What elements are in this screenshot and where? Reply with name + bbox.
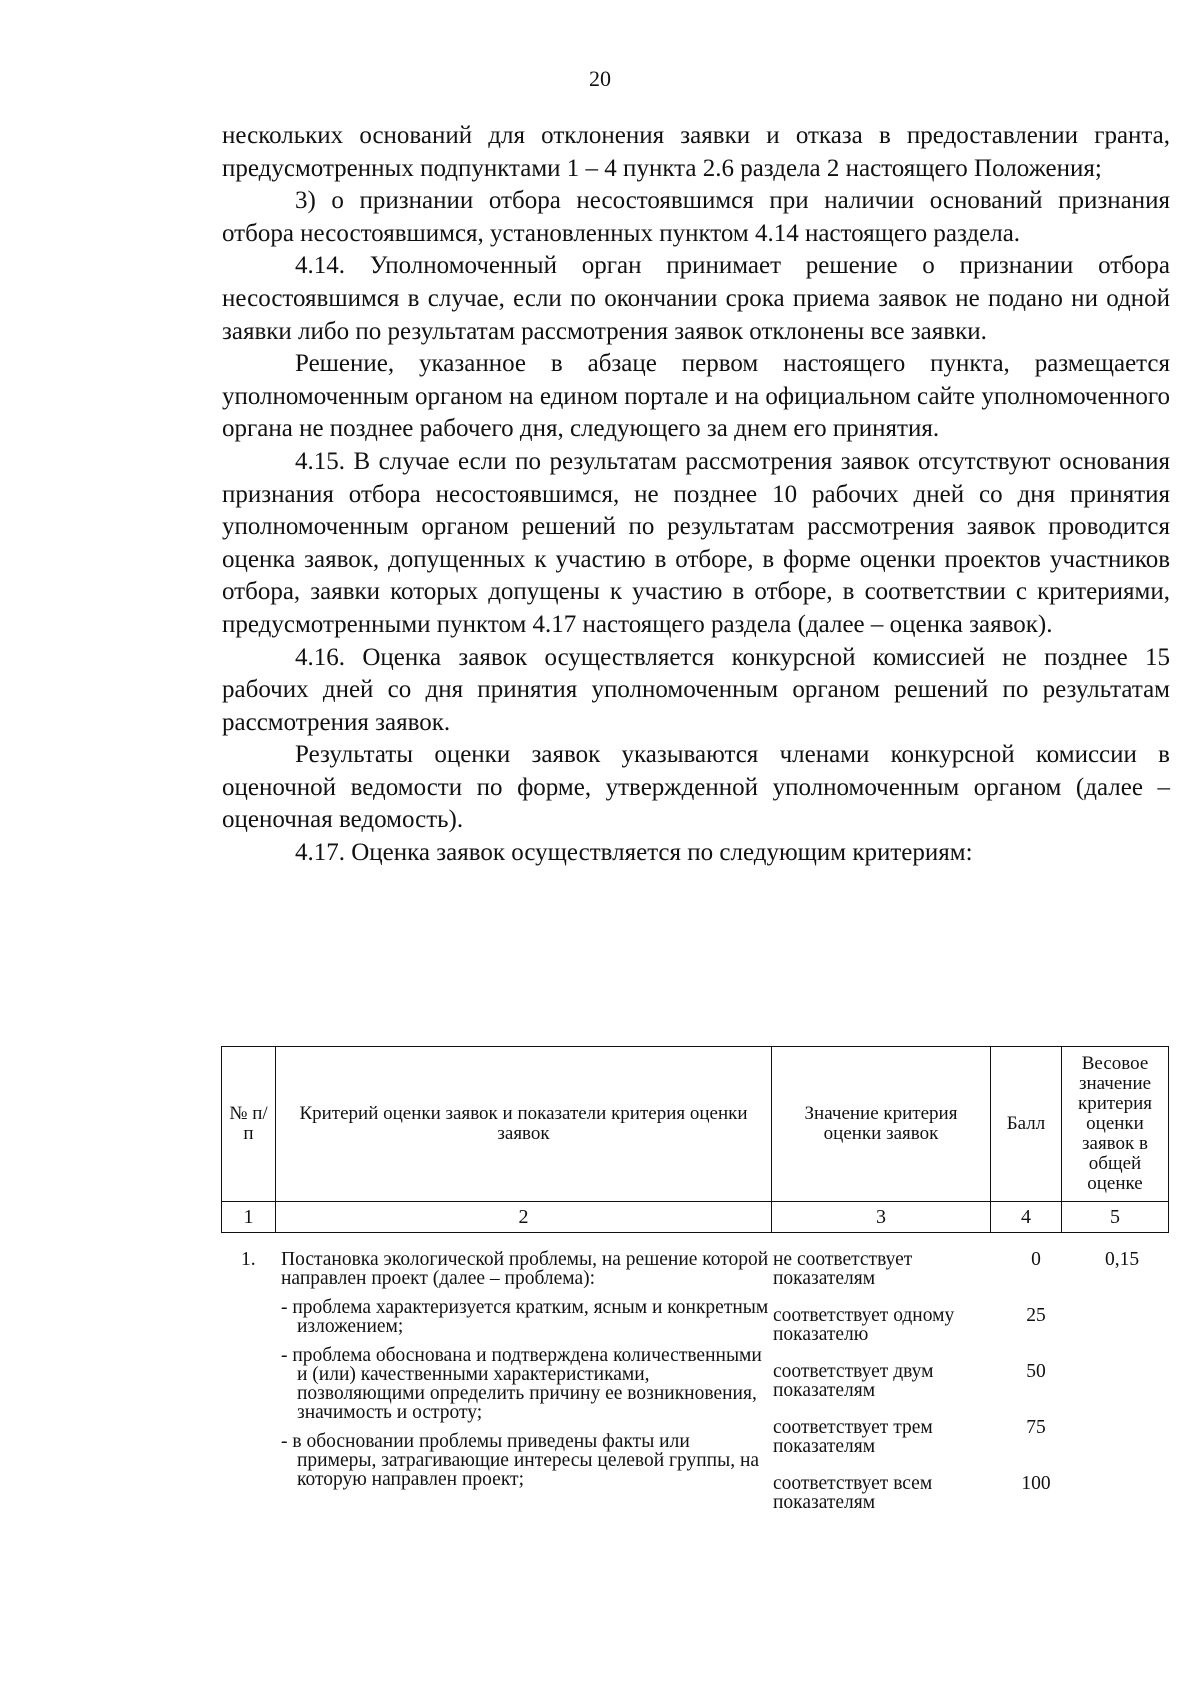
score-value: 50 [1026, 1361, 1046, 1382]
score-cell [1006, 1250, 1066, 1530]
header-weight: Весовое значение критерия оценки заявок в общей оценке [1062, 1047, 1169, 1202]
indicator-item: - проблема характеризуется кратким, ясным и конкретным изложением; [281, 1297, 769, 1337]
column-number: 1 [222, 1202, 276, 1233]
value-cell [773, 1250, 983, 1530]
score-value: 100 [1021, 1473, 1051, 1494]
criterion-value: соответствует всем показателям [773, 1473, 933, 1513]
column-number: 2 [276, 1202, 772, 1233]
paragraph: 4.16. Оценка заявок осуществляется конкурсной комиссией не позднее 15 рабочих дней со дня принятия уполномоченным органом решений по результатам рассмотрения заявок. [222, 643, 1170, 736]
criterion-value: соответствует одному показателю [773, 1305, 955, 1345]
page-number: 20 [589, 66, 611, 91]
weight-value: 0,15 [1104, 1249, 1140, 1270]
criterion-value: не соответствует показателям [773, 1249, 913, 1289]
criterion-cell [281, 1250, 773, 1489]
paragraph: 4.14. Уполномоченный орган принимает решение о признании отбора несостоявшимся в случае, если по окончании срока приема заявок не подано ни одной заявки либо по результатам рассмотрения заявок отклонены все заявки. [222, 252, 1170, 345]
paragraph: 3) о признании отбора несостоявшимся при наличии оснований признания отбора несостоявшимся, установленных пунктом 4.14 настоящего раздела. [222, 187, 1170, 247]
criterion-text: Постановка экологической проблемы, на решение которой направлен проект (далее – проблема): [281, 1249, 769, 1289]
score-value: 25 [1026, 1305, 1046, 1326]
column-number: 5 [1062, 1202, 1169, 1233]
score-value: 0 [1031, 1249, 1041, 1270]
header-number: № п/п [222, 1047, 276, 1202]
column-number: 4 [991, 1202, 1062, 1233]
paragraph: 4.17. Оценка заявок осуществляется по следующим критериям: [295, 839, 973, 867]
document-body [222, 120, 1170, 870]
paragraph: нескольких оснований для отклонения заявки и отказа в предоставлении гранта, предусмотренных подпунктами 1 – 4 пункта 2.6 раздела 2 настоящего Положения; [222, 122, 1170, 182]
indicator-item: - в обосновании проблемы приведены факты или примеры, затрагивающие интересы целевой группы, на которую направлен проект; [281, 1431, 760, 1490]
header-value: Значение критерия оценки заявок [772, 1047, 991, 1202]
criterion-value: соответствует трем показателям [773, 1417, 933, 1457]
paragraph: Решение, указанное в абзаце первом настоящего пункта, размещается уполномоченным органом на едином портале и на официальном сайте уполномоченного органа не позднее рабочего дня, следующего за днем его принятия. [222, 350, 1170, 443]
paragraph: Результаты оценки заявок указываются членами конкурсной комиссии в оценочной ведомости по форме, утвержденной уполномоченным органом (далее – оценочная ведомость). [222, 741, 1170, 834]
score-value: 75 [1026, 1417, 1046, 1438]
header-criterion: Критерий оценки заявок и показатели критерия оценки заявок [276, 1047, 772, 1202]
column-number: 3 [772, 1202, 991, 1233]
criteria-table-header [221, 1046, 1169, 1233]
row-number: 1. [241, 1249, 256, 1270]
indicator-item: - проблема обоснована и подтверждена количественными и (или) качественными характеристиками, позволяющими определить причину ее возникновения, значимость и остроту; [281, 1345, 762, 1423]
paragraph: 4.15. В случае если по результатам рассмотрения заявок отсутствуют основания признания отбора несостоявшимся, не позднее 10 рабочих дней со дня принятия уполномоченным органом решений по результатам рассмотрения заявок проводится оценка заявок, допущенных к участию в отборе, в форме оценки проектов участников отбора, заявки которых допущены к участию в отборе, в соответствии с критериями, предусмотренными пунктом 4.17 настоящего раздела (далее – оценка заявок). [222, 447, 1170, 638]
criterion-value: соответствует двум показателям [773, 1361, 934, 1401]
header-score: Балл [991, 1047, 1062, 1202]
